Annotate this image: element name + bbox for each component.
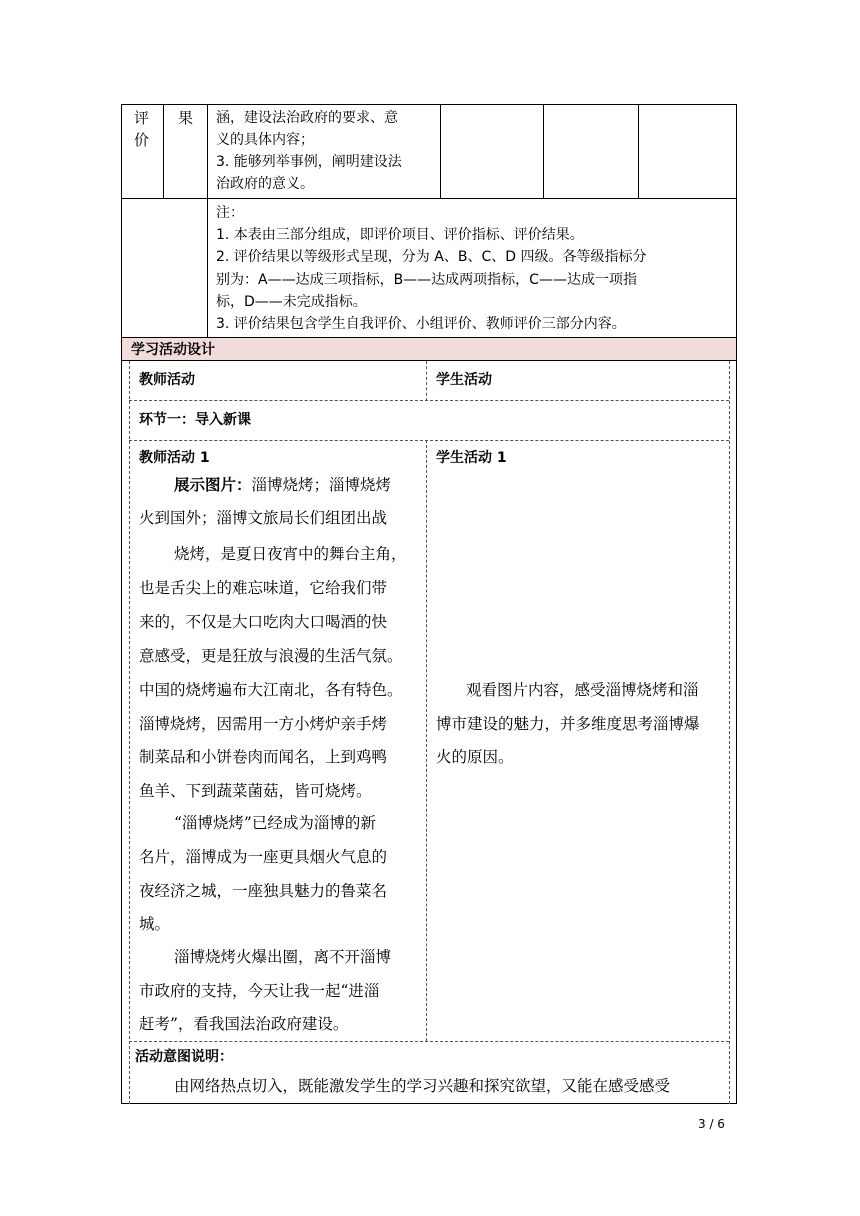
narrative-line: 名片，淄博成为一座更具烟火气息的 [139, 848, 388, 866]
eval-content-line: 治政府的意义。 [216, 176, 314, 192]
section-title: 学习活动设计 [131, 342, 215, 358]
note-line: 2. 评价结果以等级形式呈现，分为 A、B、C、D 四级。各等级指标分 [216, 249, 647, 265]
narrative-line: 火到国外；淄博文旅局长们组团出战 [139, 509, 388, 527]
narrative-line: 赶考”，看我国法治政府建设。 [139, 1015, 349, 1033]
narrative-line: 也是舌尖上的难忘味道，它给我们带 [139, 579, 388, 597]
narrative-line: “淄博烧烤”已经成为淄博的新 [174, 814, 376, 832]
note-line: 别为：A——达成三项指标，B——达成两项指标，C——达成一项指 [216, 272, 637, 288]
table-col-divider [163, 104, 164, 199]
note-line: 标，D——未完成指标。 [216, 294, 367, 310]
eval-content-line: 3. 能够列举事例，阐明建设法 [216, 154, 402, 170]
eval-col2-text: 果 [178, 109, 194, 127]
frame-right-border [736, 361, 737, 1104]
page-number: 3 / 6 [698, 1117, 725, 1131]
note-line: 注： [216, 205, 244, 221]
narrative-line: 烧烤，是夏日夜宵中的舞台主角， [174, 545, 407, 563]
narrative-line: 中国的烧烤遍布大江南北，各有特色。 [139, 681, 403, 699]
intent-text: 由网络热点切入，既能激发学生的学习兴趣和探究欲望，又能在感受感受 [174, 1077, 671, 1095]
eval-col1-char: 评 [134, 109, 150, 127]
narrative-text: 淄博烧烤；淄博烧烤 [251, 476, 392, 494]
inner-dashed-mid [426, 361, 427, 401]
row-divider [129, 400, 729, 401]
segment-title: 环节一：导入新课 [139, 412, 251, 428]
table-row-border [121, 198, 737, 199]
row-divider [129, 1041, 729, 1042]
student-line: 博市建设的魅力，并多维度思考淄博爆 [436, 715, 700, 733]
frame-left-border [121, 361, 122, 1104]
row-divider [129, 440, 729, 441]
student-activity-label: 学生活动 1 [436, 450, 507, 466]
student-line: 观看图片内容，感受淄博烧烤和淄 [466, 681, 699, 699]
narrative-line: 鱼羊、下到蔬菜菌菇，皆可烧烤。 [139, 782, 372, 800]
teacher-activity-header: 教师活动 [139, 372, 195, 388]
note-line: 1. 本表由三部分组成，即评价项目、评价指标、评价结果。 [216, 227, 584, 243]
narrative-line: 来的，不仅是大口吃肉大口喝酒的快 [139, 613, 388, 631]
student-line: 火的原因。 [436, 748, 514, 766]
narrative-line: 淄博烧烤火爆出圈，离不开淄博 [174, 948, 392, 966]
narrative-line: 城。 [139, 915, 171, 933]
student-activity-header: 学生活动 [436, 372, 492, 388]
narrative-bold-lead: 展示图片： [174, 475, 252, 494]
table-col-divider [638, 104, 639, 199]
eval-content-line: 涵，建设法治政府的要求、意 [216, 110, 398, 126]
table-col-divider [207, 104, 208, 338]
eval-content-line: 义的具体内容； [216, 132, 314, 148]
table-right-border [736, 104, 737, 338]
narrative-line: 市政府的支持，今天让我一起“进淄 [139, 982, 380, 1000]
teacher-activity-label: 教师活动 1 [139, 450, 210, 466]
narrative-line: 淄博烧烤，因需用一方小烤炉亲手烤 [139, 715, 388, 733]
table-left-border [121, 104, 122, 338]
frame-bottom-border [121, 1103, 737, 1104]
section-header [121, 337, 737, 361]
inner-dashed-mid [426, 440, 427, 1041]
inner-dashed-left [129, 361, 130, 1104]
table-col-divider [440, 104, 441, 199]
table-col-divider [543, 104, 544, 199]
narrative-line: 夜经济之城，一座独具魅力的鲁菜名 [139, 882, 388, 900]
intent-title: 活动意图说明： [135, 1049, 233, 1065]
narrative-line: 意感受，更是狂放与浪漫的生活气氛。 [139, 647, 403, 665]
table-top-border [121, 104, 737, 105]
inner-dashed-right [729, 361, 730, 1104]
narrative-line [174, 474, 391, 496]
eval-col1-char: 价 [134, 131, 150, 149]
note-line: 3. 评价结果包含学生自我评价、小组评价、教师评价三部分内容。 [216, 316, 626, 332]
narrative-line: 制菜品和小饼卷肉而闻名，上到鸡鸭 [139, 748, 388, 766]
